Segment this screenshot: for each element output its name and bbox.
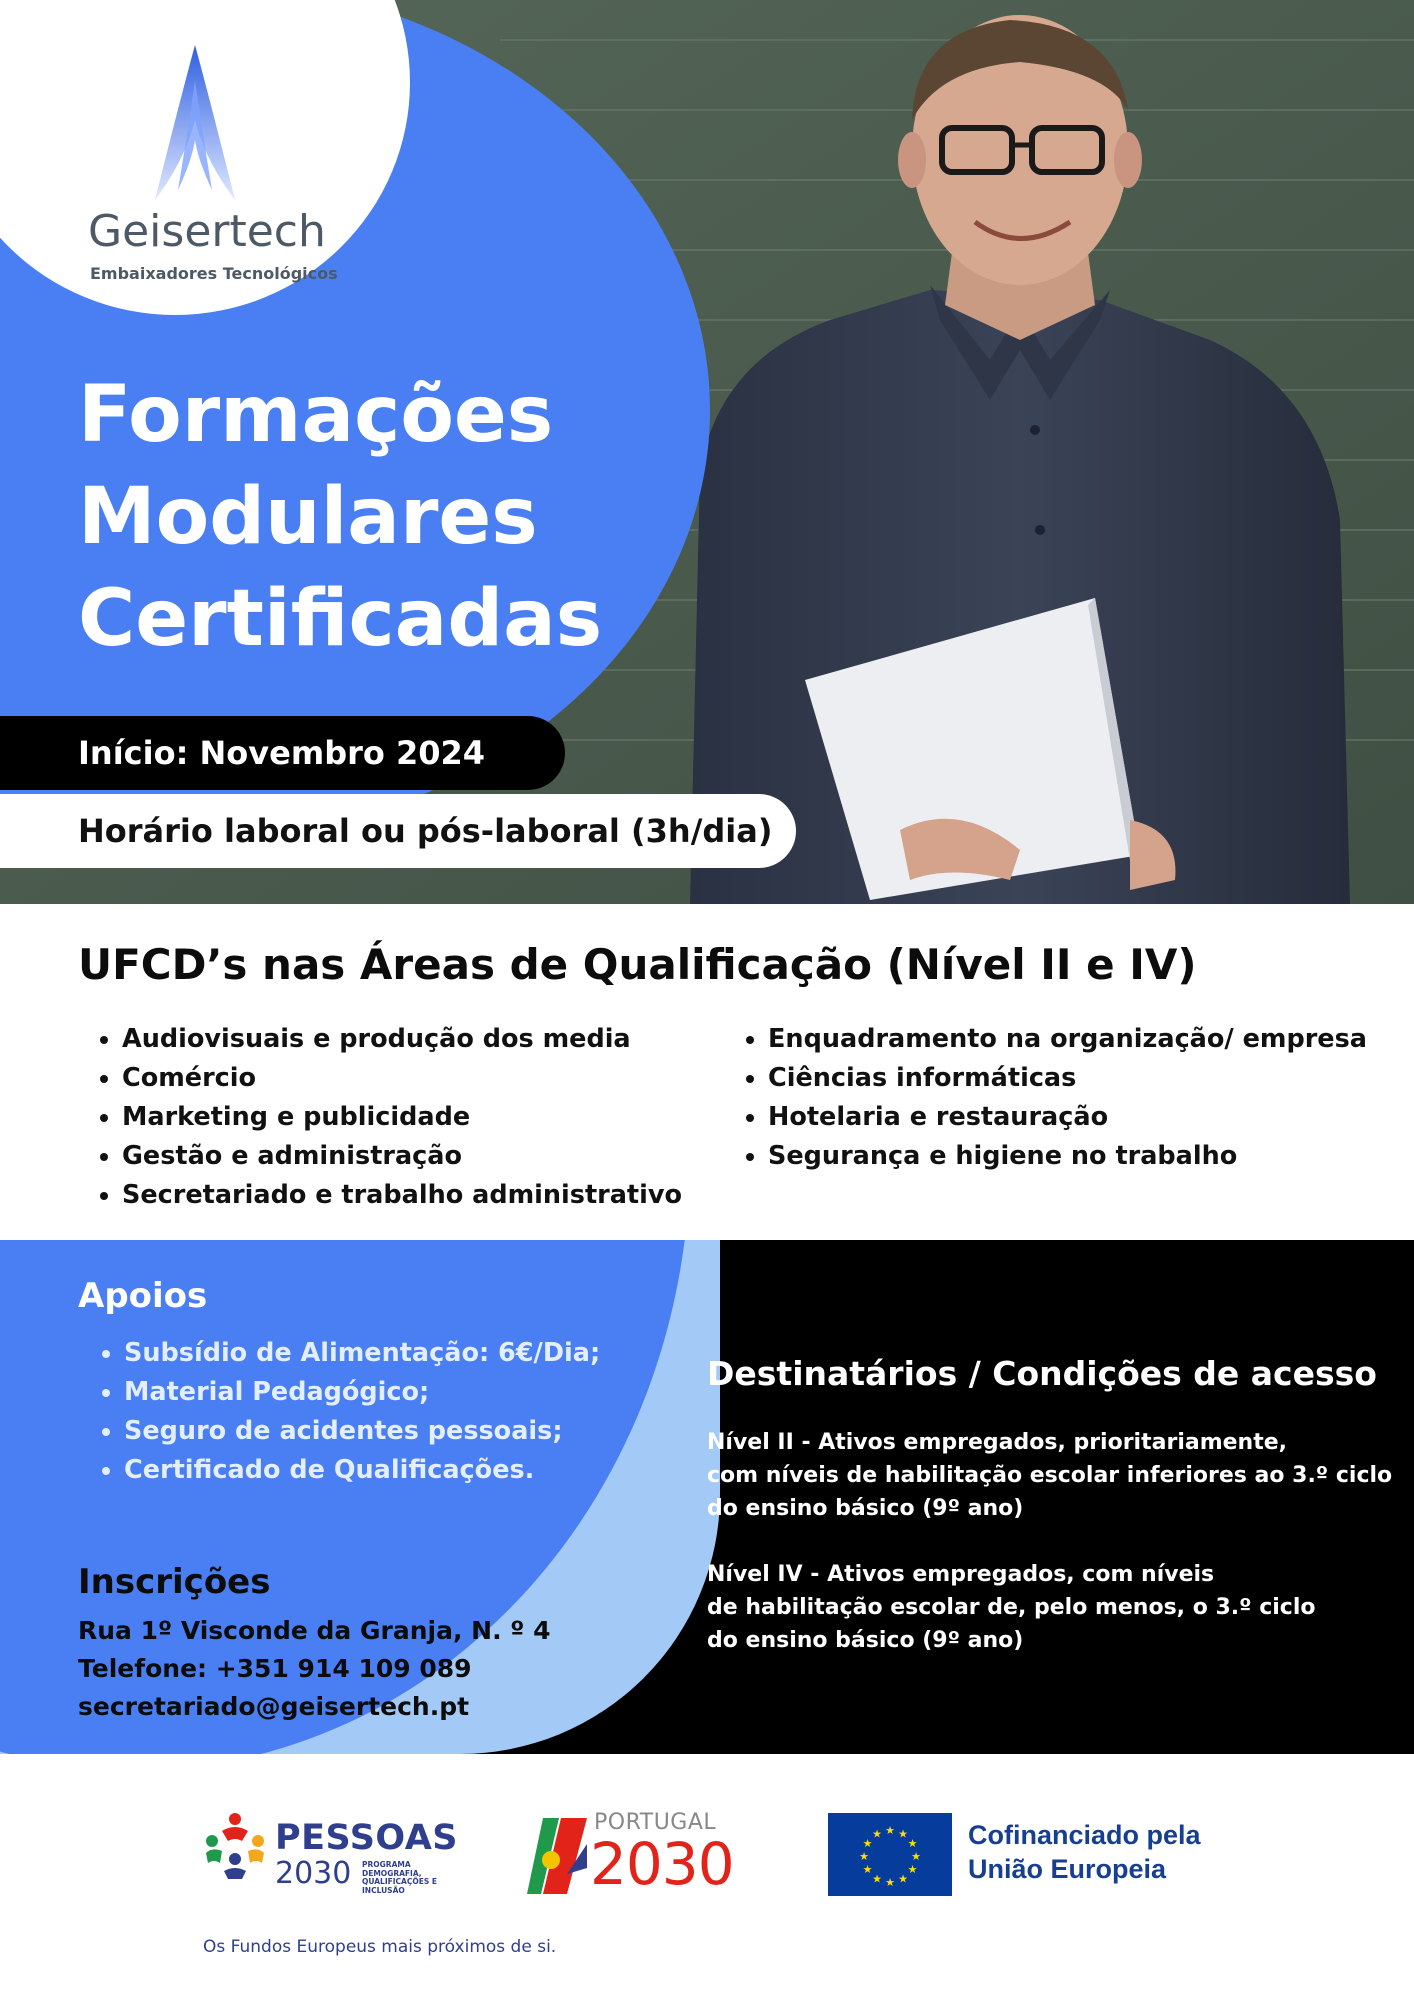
hero-title-line-1: Formações xyxy=(78,370,554,460)
svg-text:★: ★ xyxy=(907,1837,918,1850)
brand-name: Geisertech xyxy=(88,206,326,257)
eu-cofinancing-text xyxy=(968,1818,1201,1886)
svg-text:★: ★ xyxy=(872,1872,882,1886)
list-item: • Gestão e administração xyxy=(122,1137,762,1176)
list-item: • Segurança e higiene no trabalho xyxy=(768,1137,1414,1176)
svg-text:★: ★ xyxy=(885,1824,895,1837)
nivel-iv-text xyxy=(707,1558,1315,1657)
svg-text:★: ★ xyxy=(885,1876,895,1889)
list-item: • Ciências informáticas xyxy=(768,1059,1414,1098)
hero-title xyxy=(78,364,602,670)
schedule-text: Horário laboral ou pós-laboral (3h/dia) xyxy=(78,812,773,850)
inscricoes-title: Inscrições xyxy=(78,1562,271,1602)
nivel-ii-text xyxy=(707,1426,1392,1525)
nivel-iv-line: Nível IV - Ativos empregados, com níveis xyxy=(707,1562,1215,1587)
address-text: Rua 1º Visconde da Granja, N. º 4 xyxy=(78,1616,551,1645)
eu-line-1: Cofinanciado pela xyxy=(968,1820,1201,1850)
nivel-ii-line: com níveis de habilitação escolar inferiores ao 3.º ciclo xyxy=(707,1463,1393,1488)
portugal-word: PORTUGAL xyxy=(594,1810,717,1835)
ufcd-list-left xyxy=(76,1020,762,1215)
pessoas-year: 2030 xyxy=(275,1856,352,1891)
svg-text:★: ★ xyxy=(898,1827,908,1841)
start-date-text: Início: Novembro 2024 xyxy=(78,734,486,772)
eu-flag-icon xyxy=(828,1813,952,1896)
svg-text:★: ★ xyxy=(907,1863,918,1876)
svg-text:★: ★ xyxy=(859,1850,869,1863)
geyser-flame-icon xyxy=(150,40,240,210)
nivel-iv-line: de habilitação escolar de, pelo menos, o 3.º ciclo xyxy=(707,1595,1316,1620)
list-item: • Secretariado e trabalho administrativo xyxy=(122,1176,762,1215)
info-bands xyxy=(0,1240,1414,1754)
start-date-banner xyxy=(0,716,565,790)
hero-title-line-3: Certificadas xyxy=(78,574,603,664)
portugal-year: 2030 xyxy=(590,1830,734,1898)
phone-text[interactable]: Telefone: +351 914 109 089 xyxy=(78,1654,472,1683)
pessoas-subtitle: PROGRAMA DEMOGRAFIA, QUALIFICAÇÕES E INCLUSÃO xyxy=(362,1860,437,1895)
brand-tagline: Embaixadores Tecnológicos xyxy=(90,264,338,283)
pessoas-figures-icon xyxy=(202,1809,268,1879)
list-item: • Certificado de Qualificações. xyxy=(124,1451,600,1490)
email-link[interactable]: secretariado@geisertech.pt xyxy=(78,1692,470,1721)
apoios-list xyxy=(78,1334,600,1490)
list-item: • Enquadramento na organização/ empresa xyxy=(768,1020,1414,1059)
list-item: • Marketing e publicidade xyxy=(122,1098,762,1137)
hero-section xyxy=(0,0,1414,904)
list-item: • Subsídio de Alimentação: 6€/Dia; xyxy=(124,1334,600,1373)
svg-text:★: ★ xyxy=(862,1863,873,1876)
destinatarios-title: Destinatários / Condições de acesso xyxy=(707,1354,1377,1393)
list-item: • Audiovisuais e produção dos media xyxy=(122,1020,762,1059)
list-item: • Hotelaria e restauração xyxy=(768,1098,1414,1137)
portugal-2030-flag-icon xyxy=(521,1814,591,1896)
nivel-ii-line: do ensino básico (9º ano) xyxy=(707,1496,1024,1521)
svg-text:★: ★ xyxy=(898,1872,908,1886)
nivel-iv-line: do ensino básico (9º ano) xyxy=(707,1628,1024,1653)
apoios-title: Apoios xyxy=(78,1276,208,1316)
list-item: • Comércio xyxy=(122,1059,762,1098)
slogan: Os Fundos Europeus mais próximos de si. xyxy=(203,1937,557,1957)
ufcd-title: UFCD’s nas Áreas de Qualificação (Nível II e IV) xyxy=(78,940,1197,989)
hero-title-line-2: Modulares xyxy=(78,472,538,562)
pessoas-word: PESSOAS xyxy=(275,1818,459,1858)
svg-text:★: ★ xyxy=(862,1837,873,1850)
eu-line-2: União Europeia xyxy=(968,1854,1167,1884)
footer xyxy=(0,1754,1414,2000)
nivel-ii-line: Nível II - Ativos empregados, prioritariamente, xyxy=(707,1430,1288,1455)
svg-text:★: ★ xyxy=(872,1827,882,1841)
list-item: • Material Pedagógico; xyxy=(124,1373,600,1412)
list-item: • Seguro de acidentes pessoais; xyxy=(124,1412,600,1451)
ufcd-list-right xyxy=(722,1020,1414,1176)
svg-text:★: ★ xyxy=(911,1850,921,1863)
schedule-banner xyxy=(0,794,796,868)
